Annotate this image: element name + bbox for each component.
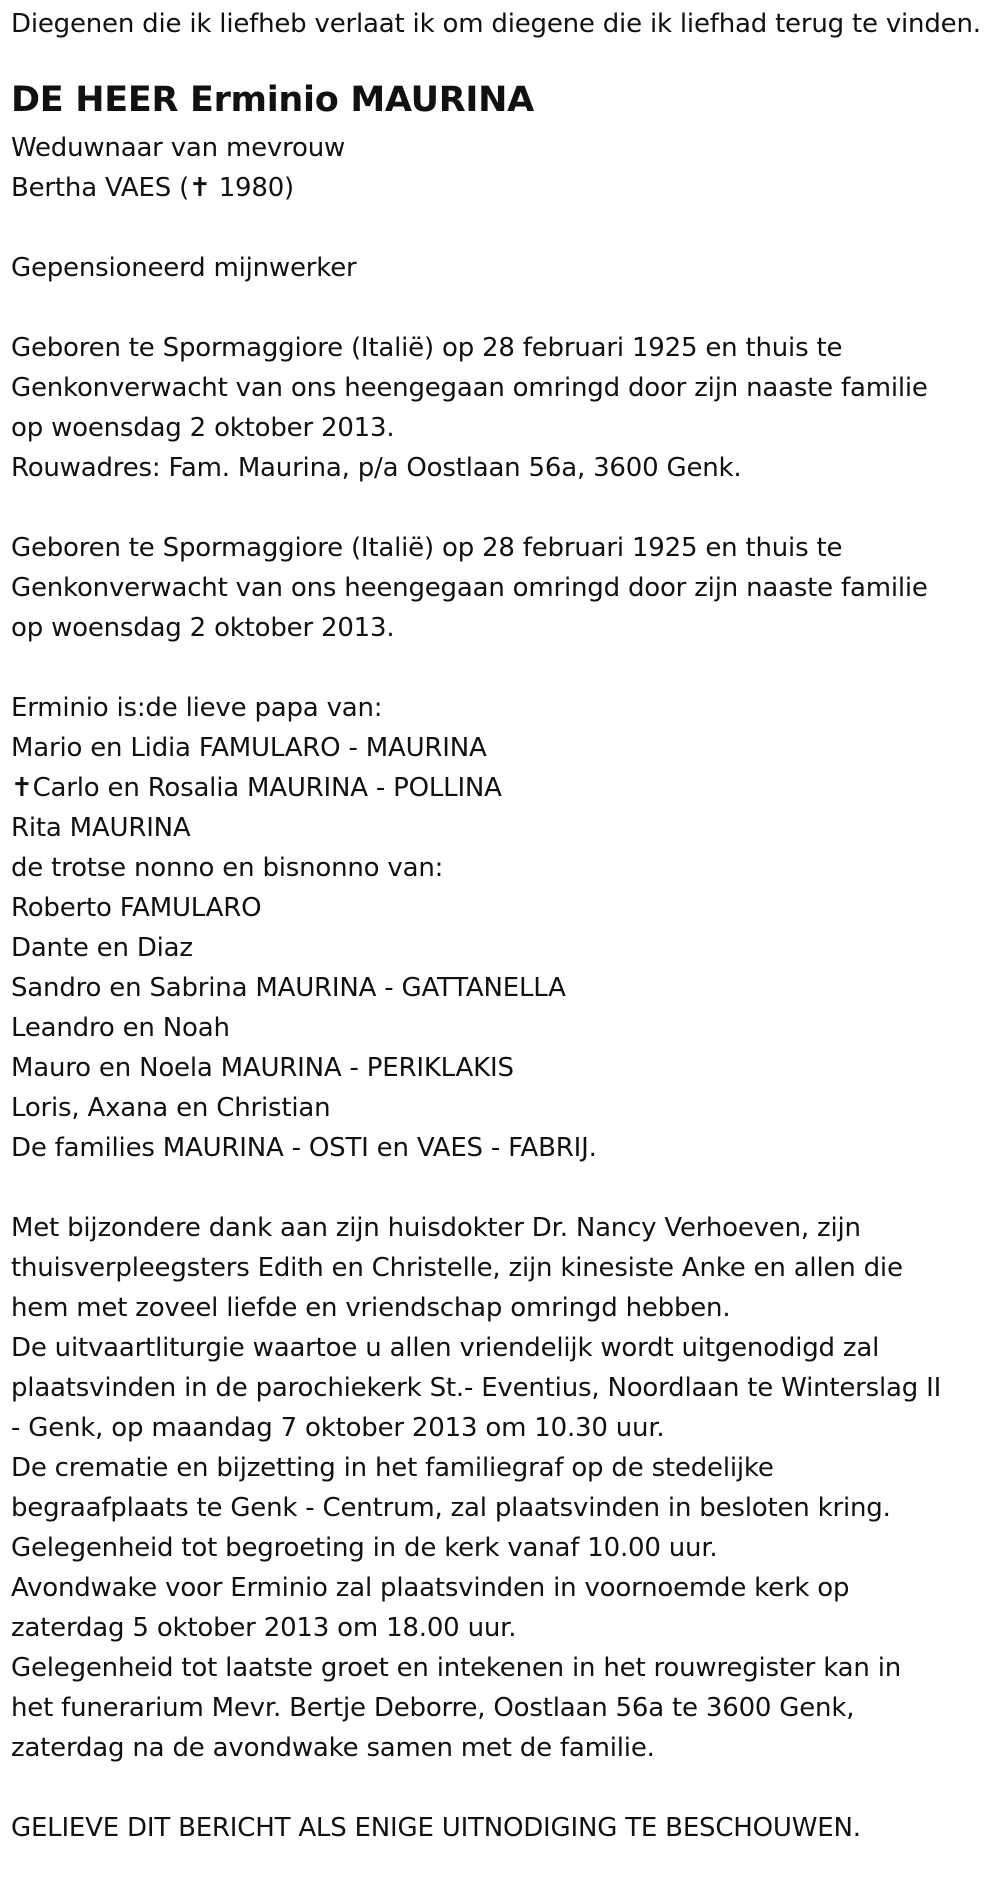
family-line: Leandro en Noah xyxy=(11,1013,230,1043)
family-line: De families MAURINA - OSTI en VAES - FABRIJ. xyxy=(11,1133,597,1163)
family-line: Sandro en Sabrina MAURINA - GATTANELLA xyxy=(11,973,566,1003)
spacer xyxy=(11,288,990,328)
closing-line: zaterdag 5 oktober 2013 om 18.00 uur. xyxy=(11,1613,517,1643)
birth-block-1 xyxy=(11,328,990,488)
closing-line: Gelegenheid tot begroeting in de kerk vanaf 10.00 uur. xyxy=(11,1533,718,1563)
closing-line: het funerarium Mevr. Bertje Deborre, Oostlaan 56a te 3600 Genk, xyxy=(11,1693,855,1723)
spacer xyxy=(11,1168,990,1208)
closing-text xyxy=(11,1208,990,1768)
family-line: Mario en Lidia FAMULARO - MAURINA xyxy=(11,733,487,763)
closing-line: Met bijzondere dank aan zijn huisdokter Dr. Nancy Verhoeven, zijn xyxy=(11,1213,861,1243)
text-line: op woensdag 2 oktober 2013. xyxy=(11,413,395,443)
text-line: Genkonverwacht van ons heengegaan omringd door zijn naaste familie xyxy=(11,573,928,603)
closing-line: hem met zoveel liefde en vriendschap omringd hebben. xyxy=(11,1293,731,1323)
deceased-name: DE HEER Erminio MAURINA xyxy=(11,80,534,120)
closing-line: Gelegenheid tot laatste groet en intekenen in het rouwregister kan in xyxy=(11,1653,901,1683)
family-line: de trotse nonno en bisnonno van: xyxy=(11,853,444,883)
opening-quote: Diegenen die ik liefheb verlaat ik om diegene die ik liefhad terug te vinden. xyxy=(11,9,981,39)
closing-line: plaatsvinden in de parochiekerk St.- Eventius, Noordlaan te Winterslag II xyxy=(11,1373,942,1403)
family-line: Mauro en Noela MAURINA - PERIKLAKIS xyxy=(11,1053,514,1083)
spacer xyxy=(11,648,990,688)
family-line: Dante en Diaz xyxy=(11,933,193,963)
closing-line: - Genk, op maandag 7 oktober 2013 om 10.30 uur. xyxy=(11,1413,665,1443)
family-line: Erminio is:de lieve papa van: xyxy=(11,693,383,723)
widower-line: Weduwnaar van mevrouw xyxy=(11,133,346,163)
text-line: Geboren te Spormaggiore (Italië) op 28 februari 1925 en thuis te xyxy=(11,533,843,563)
family-line: Loris, Axana en Christian xyxy=(11,1093,331,1123)
closing-line: begraafplaats te Genk - Centrum, zal plaatsvinden in besloten kring. xyxy=(11,1493,891,1523)
closing-line: De uitvaartliturgie waartoe u allen vriendelijk wordt uitgenodigd zal xyxy=(11,1333,880,1363)
family-line: ✝Carlo en Rosalia MAURINA - POLLINA xyxy=(11,773,502,803)
closing-line: thuisverpleegsters Edith en Christelle, zijn kinesiste Anke en allen die xyxy=(11,1253,903,1283)
text-line: Genkonverwacht van ons heengegaan omringd door zijn naaste familie xyxy=(11,373,928,403)
birth-block-2 xyxy=(11,528,990,648)
closing-line: De crematie en bijzetting in het familiegraf op de stedelijke xyxy=(11,1453,774,1483)
spouse-line: Bertha VAES (✝ 1980) xyxy=(11,173,295,203)
family-list xyxy=(11,688,990,1168)
spacer xyxy=(11,488,990,528)
text-line: op woensdag 2 oktober 2013. xyxy=(11,613,395,643)
final-notice: GELIEVE DIT BERICHT ALS ENIGE UITNODIGING TE BESCHOUWEN. xyxy=(11,1813,861,1843)
spacer xyxy=(11,208,990,248)
family-line: Roberto FAMULARO xyxy=(11,893,262,923)
closing-line: zaterdag na de avondwake samen met de familie. xyxy=(11,1733,655,1763)
occupation: Gepensioneerd mijnwerker xyxy=(11,253,357,283)
mourning-address: Rouwadres: Fam. Maurina, p/a Oostlaan 56a, 3600 Genk. xyxy=(11,453,742,483)
spacer xyxy=(11,1768,990,1808)
family-line: Rita MAURINA xyxy=(11,813,191,843)
closing-line: Avondwake voor Erminio zal plaatsvinden in voornoemde kerk op xyxy=(11,1573,850,1603)
text-line: Geboren te Spormaggiore (Italië) op 28 februari 1925 en thuis te xyxy=(11,333,843,363)
